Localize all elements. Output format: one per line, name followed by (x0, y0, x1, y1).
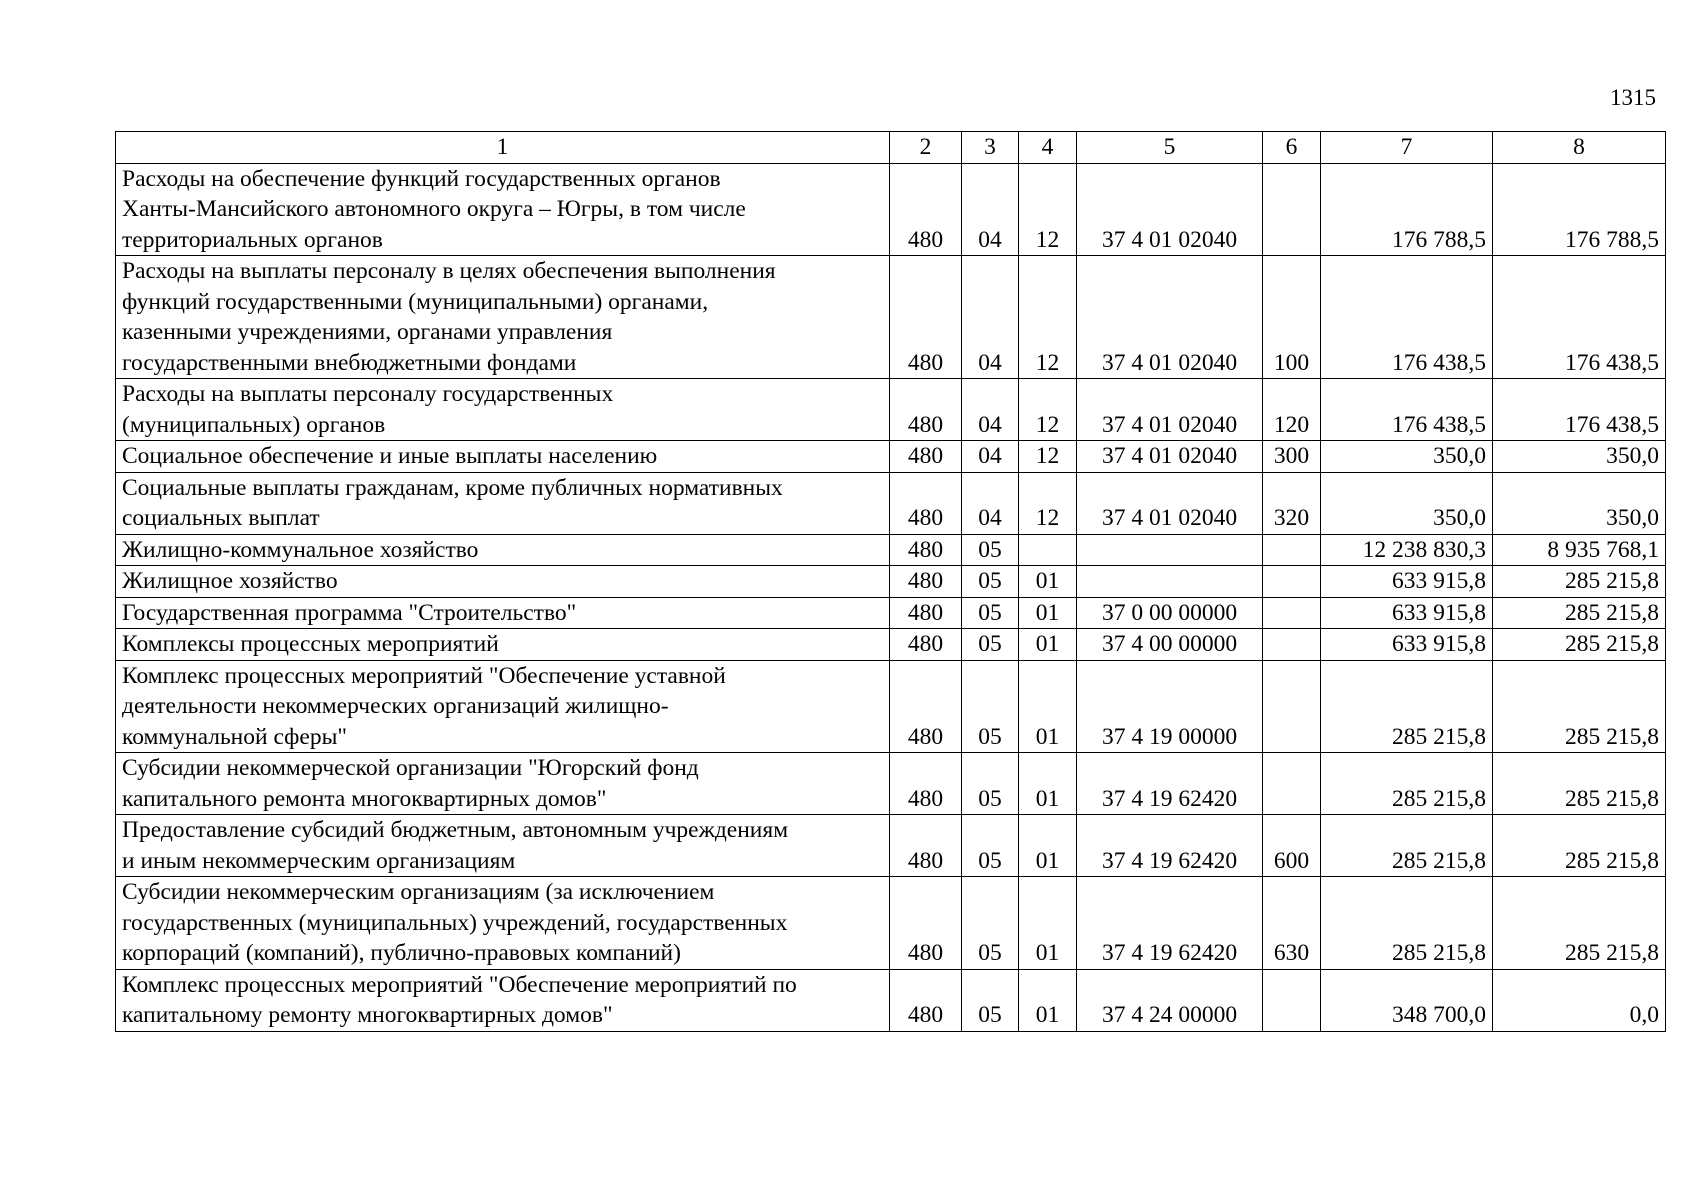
section-code-cell: 05 (962, 629, 1019, 661)
ministry-code-cell: 480 (890, 753, 962, 815)
row-name-line: Жилищное хозяйство (122, 568, 338, 594)
row-name-line: деятельности некоммерческих организаций жилищно- (122, 693, 669, 719)
amount-year-1-cell: 176 438,5 (1321, 256, 1493, 379)
row-name-line: коммунальной сферы" (122, 723, 347, 750)
row-name-line: Комплексы процессных мероприятий (122, 631, 499, 657)
row-name-line: (муниципальных) органов (122, 411, 386, 438)
expense-type-cell (1263, 597, 1321, 629)
amount-year-2-cell: 285 215,8 (1493, 597, 1666, 629)
row-name-line: корпораций (компаний), публично-правовых компаний) (122, 940, 681, 966)
row-name-cell (116, 877, 890, 970)
row-name-line: территориальных органов (122, 226, 383, 253)
ministry-code-cell: 480 (890, 877, 962, 970)
table-row (116, 629, 1666, 661)
amount-year-1-cell: 350,0 (1321, 441, 1493, 473)
row-name-line: социальных выплат (122, 505, 320, 531)
subsection-code-cell: 01 (1019, 877, 1077, 970)
row-name-line: государственными внебюджетными фондами (122, 349, 577, 376)
target-article-cell: 37 4 19 00000 (1077, 660, 1263, 753)
ministry-code-cell: 480 (890, 660, 962, 753)
expense-type-cell (1263, 566, 1321, 598)
row-name-line: Жилищно-коммунальное хозяйство (122, 536, 479, 563)
column-header: 2 (890, 132, 962, 164)
section-code-cell: 05 (962, 877, 1019, 970)
table-row (116, 815, 1666, 877)
row-name-cell (116, 969, 890, 1031)
amount-year-2-cell: 8 935 768,1 (1493, 534, 1666, 566)
amount-year-2-cell: 0,0 (1493, 969, 1666, 1031)
section-code-cell: 05 (962, 753, 1019, 815)
column-header: 7 (1321, 132, 1493, 164)
section-code-cell: 04 (962, 163, 1019, 256)
row-name-line: казенными учреждениями, органами управления (122, 319, 613, 345)
row-name-cell (116, 660, 890, 753)
amount-year-1-cell: 633 915,8 (1321, 597, 1493, 629)
row-name-line: Комплекс процессных мероприятий "Обеспечение уставной (122, 662, 726, 689)
row-name-line: капитального ремонта многоквартирных домов" (122, 785, 607, 812)
row-name-cell (116, 597, 890, 629)
ministry-code-cell: 480 (890, 566, 962, 598)
row-name-cell (116, 379, 890, 441)
table-row (116, 877, 1666, 970)
table-row (116, 534, 1666, 566)
target-article-cell: 37 4 19 62420 (1077, 815, 1263, 877)
row-name-cell (116, 441, 890, 473)
table-row (116, 441, 1666, 473)
ministry-code-cell: 480 (890, 256, 962, 379)
column-header: 5 (1077, 132, 1263, 164)
column-header: 8 (1493, 132, 1666, 164)
subsection-code-cell: 01 (1019, 660, 1077, 753)
subsection-code-cell: 12 (1019, 256, 1077, 379)
amount-year-2-cell: 285 215,8 (1493, 815, 1666, 877)
amount-year-2-cell: 285 215,8 (1493, 660, 1666, 753)
row-name-line: функций государственными (муниципальными) органами, (122, 288, 709, 315)
amount-year-2-cell: 285 215,8 (1493, 566, 1666, 598)
subsection-code-cell: 12 (1019, 441, 1077, 473)
target-article-cell: 37 0 00 00000 (1077, 597, 1263, 629)
subsection-code-cell: 01 (1019, 629, 1077, 661)
subsection-code-cell: 12 (1019, 472, 1077, 534)
row-name-line: Социальные выплаты гражданам, кроме публичных нормативных (122, 474, 783, 501)
ministry-code-cell: 480 (890, 163, 962, 256)
page-number: 1315 (1610, 85, 1656, 110)
target-article-cell: 37 4 01 02040 (1077, 441, 1263, 473)
table-row (116, 660, 1666, 753)
section-code-cell: 04 (962, 441, 1019, 473)
ministry-code-cell: 480 (890, 597, 962, 629)
row-name-line: Субсидии некоммерческим организациям (за исключением (122, 879, 715, 905)
row-name-cell (116, 472, 890, 534)
row-name-line: Расходы на обеспечение функций государственных органов (122, 165, 721, 192)
row-name-line: Расходы на выплаты персоналу в целях обеспечения выполнения (122, 258, 776, 284)
table-row (116, 163, 1666, 256)
section-code-cell: 05 (962, 534, 1019, 566)
amount-year-2-cell: 285 215,8 (1493, 753, 1666, 815)
ministry-code-cell: 480 (890, 815, 962, 877)
row-name-line: капитальному ремонту многоквартирных домов" (122, 1002, 613, 1028)
column-header: 1 (116, 132, 890, 164)
table-row (116, 566, 1666, 598)
target-article-cell: 37 4 24 00000 (1077, 969, 1263, 1031)
expense-type-cell: 120 (1263, 379, 1321, 441)
amount-year-1-cell: 285 215,8 (1321, 753, 1493, 815)
row-name-cell (116, 256, 890, 379)
amount-year-1-cell: 633 915,8 (1321, 566, 1493, 598)
section-code-cell: 05 (962, 566, 1019, 598)
amount-year-1-cell: 176 438,5 (1321, 379, 1493, 441)
table-row (116, 753, 1666, 815)
subsection-code-cell: 01 (1019, 566, 1077, 598)
table-row (116, 256, 1666, 379)
expense-type-cell: 100 (1263, 256, 1321, 379)
amount-year-1-cell: 285 215,8 (1321, 660, 1493, 753)
expense-type-cell (1263, 660, 1321, 753)
row-name-cell (116, 753, 890, 815)
subsection-code-cell: 01 (1019, 597, 1077, 629)
column-header: 3 (962, 132, 1019, 164)
amount-year-2-cell: 350,0 (1493, 441, 1666, 473)
table-row (116, 379, 1666, 441)
target-article-cell (1077, 566, 1263, 598)
amount-year-2-cell: 176 788,5 (1493, 163, 1666, 256)
amount-year-1-cell: 633 915,8 (1321, 629, 1493, 661)
section-code-cell: 04 (962, 256, 1019, 379)
section-code-cell: 05 (962, 815, 1019, 877)
expense-type-cell (1263, 534, 1321, 566)
row-name-line: Ханты-Мансийского автономного округа – Югры, в том числе (122, 196, 746, 222)
subsection-code-cell: 01 (1019, 815, 1077, 877)
section-code-cell: 05 (962, 660, 1019, 753)
ministry-code-cell: 480 (890, 969, 962, 1031)
amount-year-2-cell: 285 215,8 (1493, 877, 1666, 970)
expense-type-cell (1263, 753, 1321, 815)
expense-type-cell: 600 (1263, 815, 1321, 877)
ministry-code-cell: 480 (890, 629, 962, 661)
target-article-cell (1077, 534, 1263, 566)
amount-year-1-cell: 348 700,0 (1321, 969, 1493, 1031)
amount-year-1-cell: 176 788,5 (1321, 163, 1493, 256)
target-article-cell: 37 4 01 02040 (1077, 379, 1263, 441)
ministry-code-cell: 480 (890, 379, 962, 441)
target-article-cell: 37 4 01 02040 (1077, 256, 1263, 379)
expense-type-cell (1263, 163, 1321, 256)
expense-type-cell: 630 (1263, 877, 1321, 970)
expense-type-cell: 320 (1263, 472, 1321, 534)
expense-type-cell (1263, 629, 1321, 661)
row-name-cell (116, 534, 890, 566)
row-name-line: государственных (муниципальных) учреждений, государственных (122, 909, 788, 936)
row-name-line: Государственная программа "Строительство" (122, 599, 577, 626)
subsection-code-cell: 12 (1019, 163, 1077, 256)
column-header: 6 (1263, 132, 1321, 164)
subsection-code-cell: 12 (1019, 379, 1077, 441)
amount-year-1-cell: 285 215,8 (1321, 815, 1493, 877)
row-name-line: Комплекс процессных мероприятий "Обеспечение мероприятий по (122, 971, 797, 998)
target-article-cell: 37 4 00 00000 (1077, 629, 1263, 661)
column-header: 4 (1019, 132, 1077, 164)
expense-type-cell: 300 (1263, 441, 1321, 473)
row-name-cell (116, 163, 890, 256)
amount-year-2-cell: 350,0 (1493, 472, 1666, 534)
table-row (116, 597, 1666, 629)
ministry-code-cell: 480 (890, 534, 962, 566)
row-name-line: и иным некоммерческим организациям (122, 847, 516, 874)
target-article-cell: 37 4 01 02040 (1077, 163, 1263, 256)
amount-year-2-cell: 176 438,5 (1493, 256, 1666, 379)
table-row (116, 969, 1666, 1031)
row-name-line: Социальное обеспечение и иные выплаты населению (122, 443, 658, 469)
row-name-line: Расходы на выплаты персоналу государственных (122, 381, 614, 407)
table-row (116, 472, 1666, 534)
amount-year-2-cell: 176 438,5 (1493, 379, 1666, 441)
row-name-line: Субсидии некоммерческой организации "Югорский фонд (122, 755, 699, 781)
row-name-line: Предоставление субсидий бюджетным, автономным учреждениям (122, 817, 789, 843)
section-code-cell: 04 (962, 379, 1019, 441)
expense-type-cell (1263, 969, 1321, 1031)
amount-year-1-cell: 12 238 830,3 (1321, 534, 1493, 566)
subsection-code-cell (1019, 534, 1077, 566)
target-article-cell: 37 4 19 62420 (1077, 877, 1263, 970)
section-code-cell: 05 (962, 597, 1019, 629)
amount-year-1-cell: 350,0 (1321, 472, 1493, 534)
row-name-cell (116, 815, 890, 877)
amount-year-2-cell: 285 215,8 (1493, 629, 1666, 661)
row-name-cell (116, 629, 890, 661)
target-article-cell: 37 4 01 02040 (1077, 472, 1263, 534)
section-code-cell: 04 (962, 472, 1019, 534)
budget-table (115, 131, 1666, 1032)
target-article-cell: 37 4 19 62420 (1077, 753, 1263, 815)
subsection-code-cell: 01 (1019, 969, 1077, 1031)
ministry-code-cell: 480 (890, 441, 962, 473)
amount-year-1-cell: 285 215,8 (1321, 877, 1493, 970)
section-code-cell: 05 (962, 969, 1019, 1031)
row-name-cell (116, 566, 890, 598)
subsection-code-cell: 01 (1019, 753, 1077, 815)
ministry-code-cell: 480 (890, 472, 962, 534)
table-header-row (116, 132, 1666, 164)
